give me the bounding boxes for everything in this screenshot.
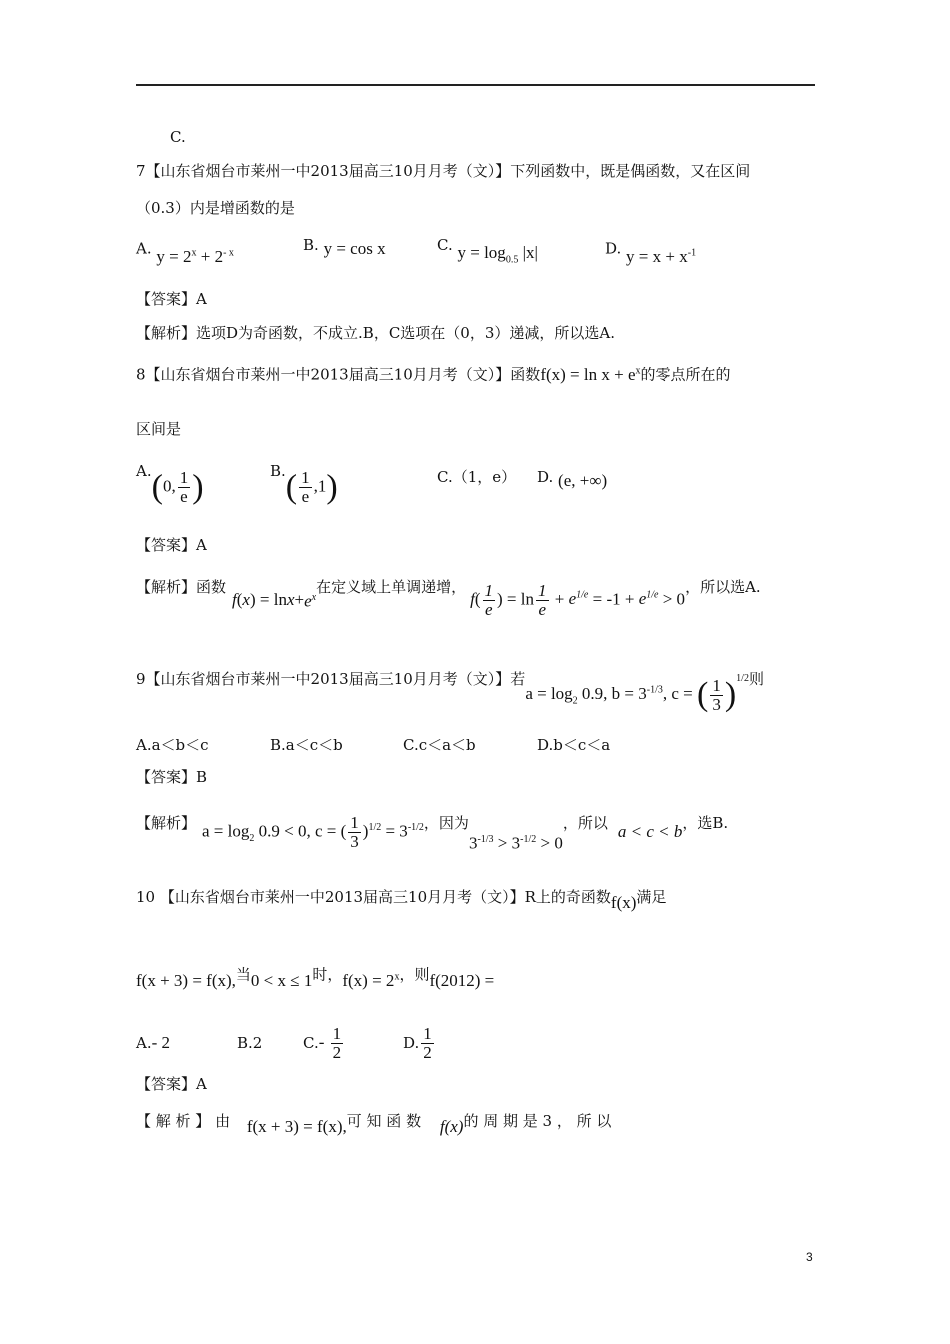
q10-option-d — [403, 1018, 436, 1068]
q8-line1-text: 8【山东省烟台市莱州一中2013届高三10月月考（文）】函数 — [136, 365, 541, 384]
q8-function: $f(x) = \ln x + e^x$ — [540, 364, 641, 384]
q10-option-d-label: D. — [403, 1034, 420, 1052]
q10-line1 — [136, 888, 667, 912]
q10-option-b: B.2 — [237, 1034, 263, 1052]
q7-option-b-formula: y = cos x — [323, 239, 386, 258]
q8-analysis-formula1: f — [232, 590, 237, 609]
q9-analysis-formula3: a < c < b — [617, 822, 683, 841]
q10-when: 当 — [235, 965, 251, 984]
q9-analysis-tail: ，选B. — [682, 814, 729, 832]
q10-option-c — [303, 1018, 345, 1068]
q10-analysis-head: 【 解 析 】 由 — [136, 1112, 231, 1130]
q8-line1 — [136, 362, 731, 384]
q8-analysis: 【解析】函数 f ( x ) = ln x + $e^x$ 在定义域上单调递增， f( $\frac{1}{e}$ ) = ln $\frac{1}{e}$ + $e^{1/e} = -1 + e^{1/e} > 0$ ，所以选A. — [136, 578, 761, 619]
q10-option-d-value: $\frac{1}{2}$ — [423, 1023, 432, 1062]
q7-option-d — [605, 236, 697, 266]
q7-option-b — [303, 236, 386, 258]
q9-line1 — [136, 664, 764, 720]
q9-analysis — [136, 806, 728, 858]
q9-analysis-head: 【解析】 — [136, 814, 197, 832]
q9-analysis-mid: ，因为 — [423, 814, 469, 832]
q8-option-d — [537, 468, 608, 490]
q8-analysis-formula2: f( $\frac{1}{e}$ ) = ln $\frac{1}{e}$ + $e^{1/e} = -1 + e^{1/e} > 0$ — [470, 580, 686, 619]
q7-answer: 【答案】A — [136, 290, 207, 308]
page-number: 3 — [806, 1250, 813, 1264]
q7-option-a-label: A. — [136, 239, 152, 258]
q7-option-c-label: C. — [437, 236, 453, 254]
q7-option-a — [136, 236, 234, 266]
q7-line1: 7【山东省烟台市莱州一中2013届高三10月月考（文）】下列函数中，既是偶函数，又在区间 — [136, 162, 751, 180]
q10-condition1: f(x + 3) = f(x), — [136, 970, 236, 990]
q8-analysis-tail: ，所以选A. — [685, 578, 761, 596]
q10-line2 — [136, 962, 495, 990]
q10-condition3: $f(x) = 2^x$ — [342, 970, 400, 990]
q10-option-a-label: A. — [136, 1034, 152, 1052]
q9-analysis-mid2: ，所以 — [562, 814, 608, 832]
q10-question: f(2012) = — [429, 970, 495, 990]
q8-option-a — [136, 462, 204, 512]
q9-line1-text: 9【山东省烟台市莱州一中2013届高三10月月考（文）】若 — [136, 670, 526, 688]
q8-analysis-head: 【解析】函数 — [136, 578, 227, 596]
q9-line1-tail: 则 — [748, 670, 764, 688]
q9-analysis-formula1: $a = \log_2 0.9 < 0$, c = ( $\frac{1}{3}$ )$^{1/2} = 3^{-1/2}$ — [202, 812, 424, 851]
q8-option-b-label: B. — [270, 462, 286, 480]
q7-analysis: 【解析】选项D为奇函数，不成立.B，C选项在（0，3）递减，所以选A. — [136, 324, 615, 342]
q9-option-d: D.b＜c＜a — [537, 736, 611, 754]
q7-option-d-label: D. — [605, 239, 622, 258]
q8-analysis-mid: 在定义域上单调递增， — [316, 578, 467, 596]
prev-option-c: C. — [170, 128, 186, 146]
q8-option-d-label: D. — [537, 468, 554, 486]
q10-option-c-label: C. — [303, 1034, 319, 1052]
q10-line1-tail: 满足 — [636, 888, 667, 906]
q9-option-c: C.c＜a＜b — [403, 736, 476, 754]
q10-analysis-formula1: f(x + 3) = f(x), — [246, 1117, 347, 1136]
q10-condition2: 0 < x ≤ 1 — [250, 970, 313, 990]
q10-option-a-value: - 2 — [151, 1033, 171, 1052]
q9-answer: 【答案】B — [136, 768, 208, 786]
q8-option-c: C.（1，e） — [437, 468, 517, 486]
q9-option-b: B.a＜c＜b — [270, 736, 343, 754]
q7-line2: （0.3）内是增函数的是 — [136, 199, 295, 217]
q7-option-a-formula: $y = 2^x + 2^{- x}$ — [156, 246, 234, 266]
q8-option-a-formula: (0, $\frac{1}{e}$ ) — [151, 467, 204, 506]
q7-option-c-formula: $y = \log_{0.5} |x|$ — [457, 243, 538, 266]
q10-option-a — [136, 1018, 170, 1068]
q7-option-d-formula: $y = x + x^{-1}$ — [626, 246, 697, 266]
q10-line1-text: 10 【山东省烟台市莱州一中2013届高三10月月考（文）】R上的奇函数 — [136, 888, 611, 906]
q8-option-b — [270, 462, 338, 512]
q7-option-b-label: B. — [303, 236, 319, 254]
q8-line2: 区间是 — [136, 420, 182, 438]
q10-time: 时， — [312, 965, 343, 984]
q9-analysis-formula2: $3^{-1/3} > 3^{-1/2} > 0$ — [468, 833, 563, 853]
q10-fx: f(x) — [610, 893, 637, 912]
q8-option-b-formula: ( $\frac{1}{e}$ ,1) — [285, 467, 338, 506]
q10-analysis — [136, 1112, 612, 1136]
header-rule — [136, 84, 815, 86]
q8-option-a-label: A. — [136, 462, 152, 480]
q9-option-a: A.a＜b＜c — [136, 736, 209, 754]
q10-analysis-formula2: f(x) — [439, 1117, 464, 1136]
q8-answer: 【答案】A — [136, 536, 207, 554]
q10-answer: 【答案】A — [136, 1075, 207, 1093]
q10-analysis-tail: 的 周 期 是 3 ， 所 以 — [463, 1112, 612, 1130]
q10-option-c-value: - $\frac{1}{2}$ — [318, 1023, 342, 1062]
q10-then: ，则 — [399, 965, 430, 984]
q8-option-d-formula: (e, +∞) — [558, 471, 608, 490]
q8-line1-tail: 的零点所在的 — [640, 365, 731, 384]
q9-formula: $a = \log_2 0.9$, $b = 3^{-1/3}$, c = ( $\frac{1}{3}$ )$^{1/2}$ — [525, 673, 749, 714]
q7-option-c — [437, 236, 538, 266]
q10-analysis-mid: 可 知 函 数 — [346, 1112, 422, 1130]
